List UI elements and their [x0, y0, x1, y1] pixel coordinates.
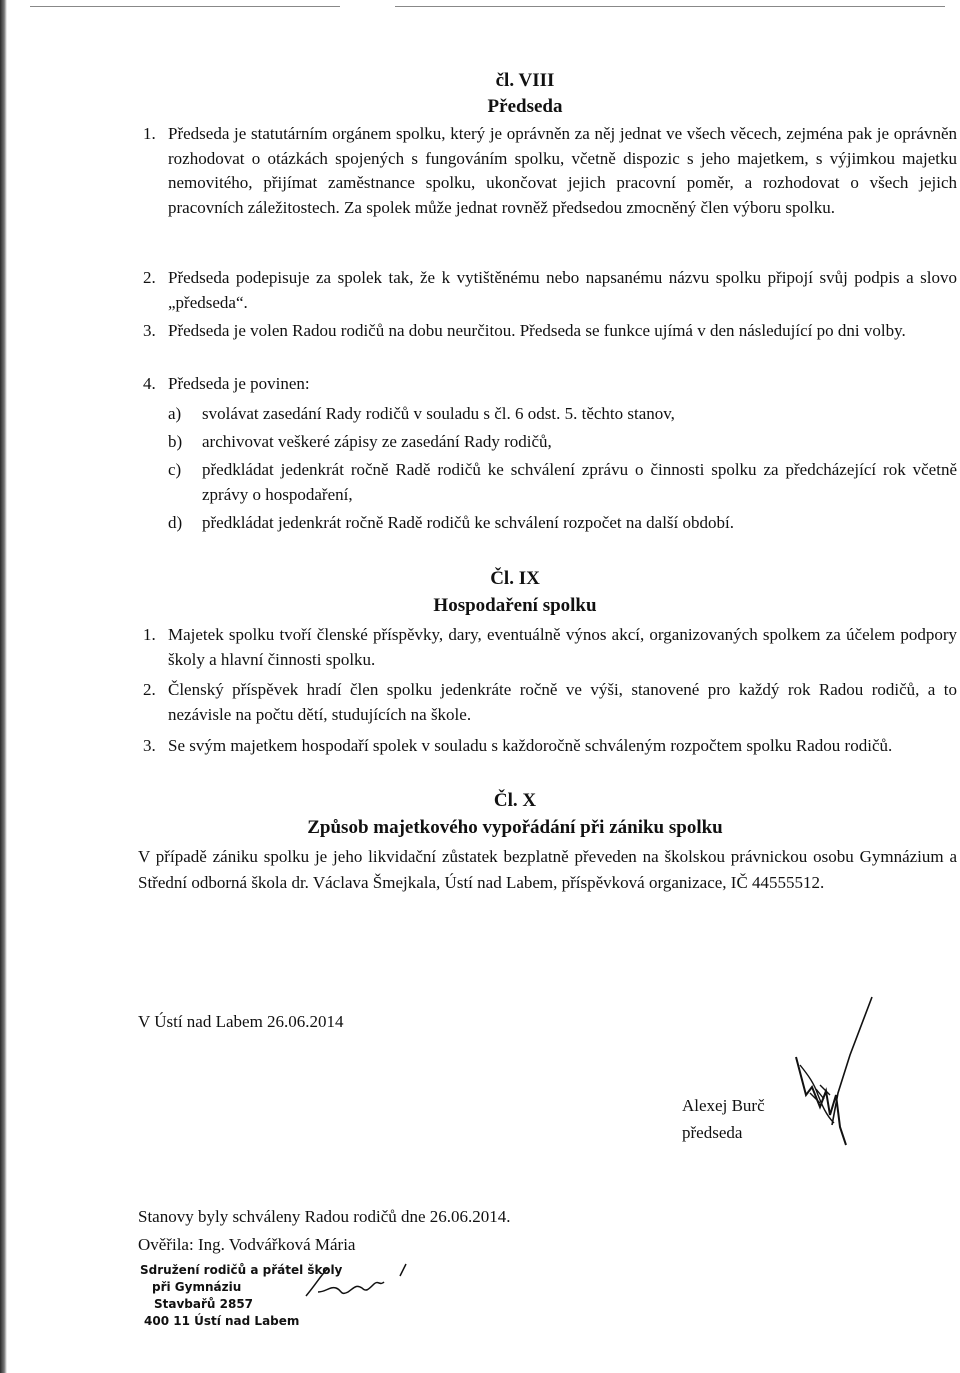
stamp-line-1: Sdružení rodičů a přátel školy: [140, 1263, 343, 1277]
art10-paragraph: V případě zániku spolku je jeho likvidační zůstatek bezplatně převeden na školskou právnickou osobu Gymnázium a Střední odborná škola dr. Václava Šmejkala, Ústí nad Labem, příspěvková organizace, IČ 44555512.: [138, 847, 957, 892]
art8-item-d-label: d): [168, 513, 183, 532]
art8-item-d: předkládat jedenkrát ročně Radě rodičů ke schválení rozpočet na další období.: [202, 513, 734, 532]
top-rule-left: [30, 6, 340, 7]
art9-p3-number: 3.: [143, 736, 156, 755]
art8-item-a-label: a): [168, 404, 182, 423]
art8-p2-number: 2.: [143, 268, 156, 287]
handwritten-signature: [790, 995, 910, 1165]
signatory-role: předseda: [682, 1123, 743, 1142]
stamp-line-4: 400 11 Ústí nad Labem: [144, 1314, 300, 1328]
art8-item-c: předkládat jedenkrát ročně Radě rodičů ke schválení zprávu o činnosti spolku za předcházející rok včetně zprávy o hospodaření,: [202, 460, 957, 504]
art9-paragraph-2: Členský příspěvek hradí člen spolku jedenkráte ročně ve výši, stanovené pro každý rok Radou rodičů, a to nezávisle na počtu dětí, studujících na škole.: [168, 680, 957, 724]
art10-title: Způsob majetkového vypořádání při zániku spolku: [307, 817, 723, 838]
art8-p1-number: 1.: [143, 124, 156, 143]
approval-note: Stanovy byly schváleny Radou rodičů dne 26.06.2014.: [138, 1207, 511, 1226]
art8-p4-number: 4.: [143, 374, 156, 393]
art8-paragraph-3: Předseda je volen Radou rodičů na dobu neurčitou. Předseda se funkce ujímá v den následující po dni volby.: [168, 321, 906, 340]
place-and-date: V Ústí nad Labem 26.06.2014: [138, 1012, 344, 1031]
top-rule-right: [395, 6, 945, 7]
verification-note: Ověřila: Ing. Vodvářková Mária: [138, 1235, 356, 1254]
art8-item-a: svolávat zasedání Rady rodičů v souladu s čl. 6 odst. 5. těchto stanov,: [202, 404, 675, 423]
art9-title: Hospodaření spolku: [433, 595, 597, 616]
art8-item-b-label: b): [168, 432, 183, 451]
art9-paragraph-1: Majetek spolku tvoří členské příspěvky, dary, eventuálně výnos akcí, organizovaných spolkem za účelem podpory školy a hlavní činnosti spolku.: [168, 625, 957, 669]
art8-heading: čl. VIII: [495, 70, 555, 91]
art9-paragraph-3: Se svým majetkem hospodaří spolek v souladu s každoročně schváleným rozpočtem spolku Radou rodičů.: [168, 736, 893, 755]
verifier-signature: [300, 1262, 420, 1307]
art8-item-c-label: c): [168, 460, 182, 479]
scan-edge-shadow: [0, 0, 7, 1373]
art8-item-b: archivovat veškeré zápisy ze zasedání Rady rodičů,: [202, 432, 552, 451]
art8-title: Předseda: [487, 96, 563, 117]
art9-heading: Čl. IX: [490, 568, 540, 589]
art8-paragraph-1: Předseda je statutárním orgánem spolku, který je oprávněn za něj jednat ve všech věcech, zejména pak je oprávněn rozhodovat o otázkách spojených s fungováním spolku, včetně dispozic s jeho majetkem, s výjimkou majetku nemovitého, přijímat zaměstnance spolku, ukončovat jejich pracovní poměr, a rozhodovat o všech jejich pracovních záležitostech. Za spolek může jednat rovněž předsedou zmocněný člen výboru spolku.: [168, 124, 957, 217]
art9-p2-number: 2.: [143, 680, 156, 699]
signatory-name: Alexej Burč: [682, 1096, 765, 1115]
stamp-line-2: při Gymnáziu: [152, 1280, 242, 1294]
art9-p1-number: 1.: [143, 625, 156, 644]
signatory-block: [682, 1092, 765, 1146]
art8-paragraph-4: Předseda je povinen:: [168, 374, 310, 393]
art8-p3-number: 3.: [143, 321, 156, 340]
stamp-line-3: Stavbařů 2857: [154, 1297, 254, 1311]
art10-heading: Čl. X: [493, 790, 537, 811]
art8-paragraph-2: Předseda podepisuje za spolek tak, že k vytištěnému nebo napsanému názvu spolku připojí svůj podpis a slovo „předseda“.: [168, 268, 957, 312]
